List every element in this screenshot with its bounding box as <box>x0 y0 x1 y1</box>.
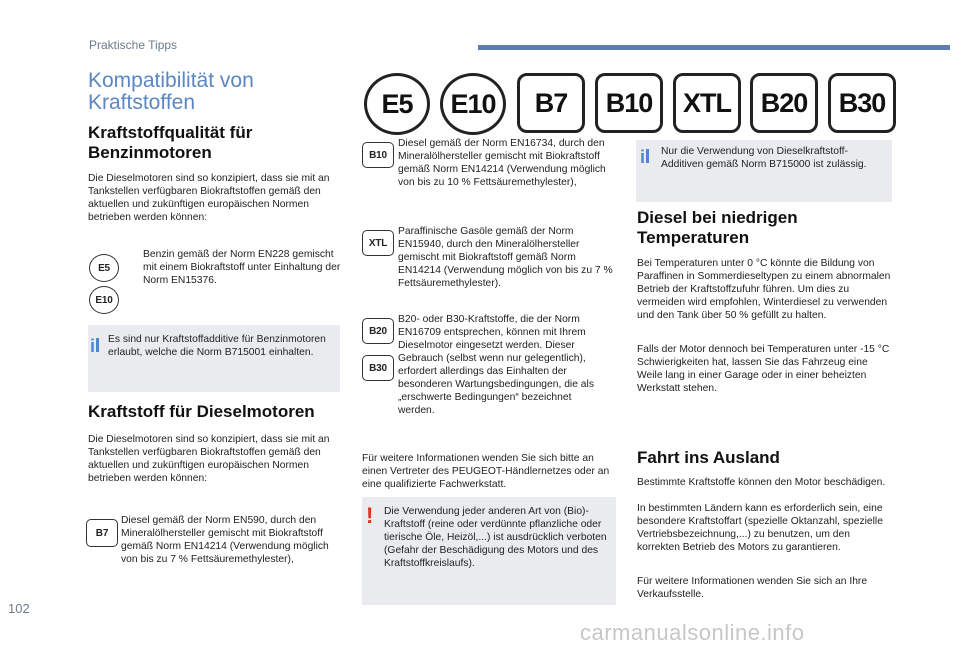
info-icon: i <box>90 336 96 356</box>
diesel-intro-text: Die Dieselmotoren sind so konzipiert, dass sie mit an Tankstellen verfügbaren Biokraftstoffen gemäß den aktuellen und zukünftigen europäischen Normen betrieben werden können: <box>88 434 330 484</box>
badge-b10: B10 <box>362 142 394 168</box>
fuel-badge-b7: B7 <box>517 73 585 133</box>
badge-e5: E5 <box>89 254 119 282</box>
heading-diesel-fuel: Kraftstoff für Dieselmotoren <box>88 402 315 421</box>
badge-b30: B30 <box>362 355 394 381</box>
b10-text: Diesel gemäß der Norm EN16734, durch den Mineralölhersteller gemischt mit Biokraftstoff gemäß Norm EN14214 (Verwendung möglich von bis zu 10 % Fettsäuremethylester), <box>398 138 606 188</box>
fuel-badge-b30: B30 <box>828 73 896 133</box>
badge-e10: E10 <box>89 286 119 314</box>
info-icon-bar <box>96 338 99 352</box>
watermark: carmanualsonline.info <box>580 620 805 645</box>
b20-b30-text: B20- oder B30-Kraftstoffe, die der Norm EN16709 entsprechen, können mit Ihrem Dieselmotor eingesetzt werden. Dieser Gebrauch (selbst wenn nur gelegentlich), erfordert allerdings das Einhalten der besonderen Wartungsbedingungen, die als „erschwerte Bedingungen“ bezeichnet werden. <box>398 314 594 416</box>
info-petrol-additives-text: Es sind nur Kraftstoffadditive für Benzinmotoren erlaubt, welche die Norm B715001 einhalten. <box>108 334 326 358</box>
fuel-badge-e10: E10 <box>440 73 506 135</box>
fuel-badge-xtl: XTL <box>673 73 741 133</box>
section-header: Praktische Tipps <box>89 38 178 52</box>
fuel-badge-e5: E5 <box>364 73 430 135</box>
more-info-text: Für weitere Informationen wenden Sie sich bitte an einen Vertreter des PEUGEOT-Händlernetzes oder an eine qualifizierte Fachwerkstatt. <box>362 453 610 490</box>
fuel-badge-b20: B20 <box>750 73 818 133</box>
info-diesel-additives-text: Nur die Verwendung von Dieselkraftstoff-Additiven gemäß Norm B715000 ist zulässig. <box>661 146 867 170</box>
badge-b7: B7 <box>86 519 118 547</box>
low-temp-text-1: Bei Temperaturen unter 0 °C könnte die Bildung von Paraffinen in Sommerdieseltypen zu einem abnormalen Betrieb der Kraftstoffzufuhr führen. Um dies zu vermeiden wird empfohlen, Winterdiesel zu verwenden und den Tank über 50 % gefüllt zu halten. <box>637 258 891 321</box>
badge-xtl: XTL <box>362 230 394 256</box>
info-icon-bar <box>646 149 649 163</box>
petrol-standard-text: Benzin gemäß der Norm EN228 gemischt mit einem Biokraftstoff unter Einhaltung der Norm EN15376. <box>143 249 341 286</box>
warning-text: Die Verwendung jeder anderen Art von (Bio)-Kraftstoff (reine oder verdünnte pflanzliche oder tierische Öle, Heizöl,...) ist ausdrücklich verboten (Gefahr der Beschädigung des Motors und des Kraftstoffkreislaufs). <box>384 506 607 569</box>
abroad-text-1: Bestimmte Kraftstoffe können den Motor beschädigen. <box>637 477 886 488</box>
low-temp-text-2: Falls der Motor dennoch bei Temperaturen unter -15 °C Schwierigkeiten hat, lassen Sie das Fahrzeug eine Weile lang in einer Garage oder in einer beheizten Werkstatt stehen. <box>637 344 890 394</box>
b7-text: Diesel gemäß der Norm EN590, durch den Mineralölhersteller gemischt mit Biokraftstoff gemäß Norm EN14214 (Verwendung möglich von bis zu 7 % Fettsäuremethylester), <box>121 515 329 565</box>
abroad-text-2: In bestimmten Ländern kann es erforderlich sein, eine besondere Kraftstoffart (spezielle Oktanzahl, spezielle Vertriebsbezeichnung,...) zu benutzen, um den korrekten Betrieb des Motors zu garantieren. <box>637 503 883 553</box>
heading-petrol-quality: Kraftstoffqualität für Benzinmotoren <box>88 123 253 162</box>
petrol-intro-text: Die Dieselmotoren sind so konzipiert, dass sie mit an Tankstellen verfügbaren Biokraftstoffen gemäß den aktuellen und zukünftigen europäischen Normen betrieben werden können: <box>88 173 330 223</box>
heading-low-temperature: Diesel bei niedrigen Temperaturen <box>637 208 798 247</box>
page-number: 102 <box>8 601 30 616</box>
warning-icon: ! <box>366 503 374 528</box>
fuel-badge-b10: B10 <box>595 73 663 133</box>
badge-b20: B20 <box>362 318 394 344</box>
heading-abroad: Fahrt ins Ausland <box>637 448 780 467</box>
abroad-text-3: Für weitere Informationen wenden Sie sich an Ihre Verkaufsstelle. <box>637 576 868 600</box>
xtl-text: Paraffinische Gasöle gemäß der Norm EN15940, durch den Mineralölhersteller gemischt mit Biokraftstoff gemäß Norm EN14214 (Verwendung möglich von bis zu 7 % Fettsäuremethylester). <box>398 226 613 289</box>
info-icon: i <box>640 147 646 167</box>
page-title: Kompatibilität von Kraftstoffen <box>88 69 254 114</box>
header-bar <box>478 45 950 50</box>
